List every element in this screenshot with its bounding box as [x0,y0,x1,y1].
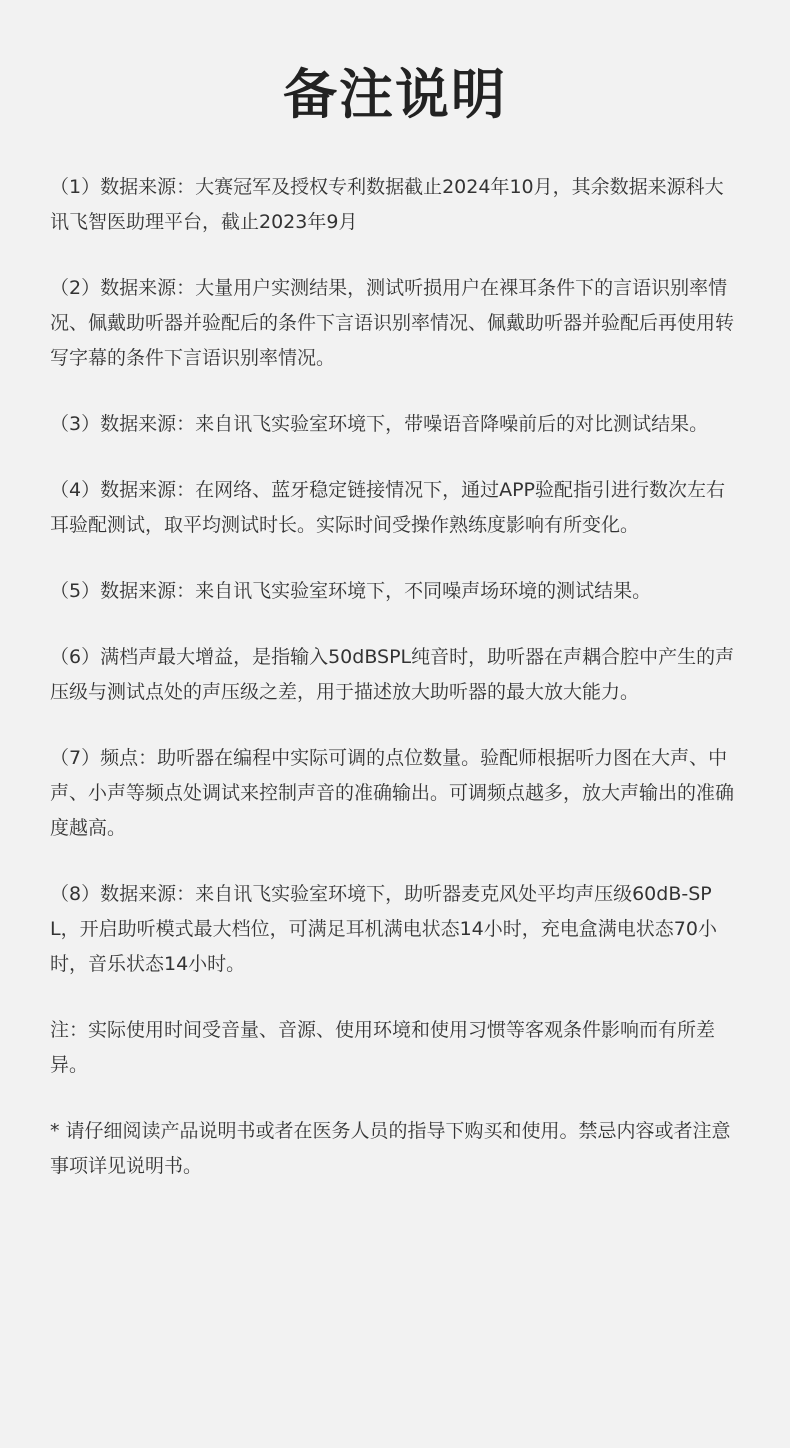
note-2: （2）数据来源：大量用户实测结果，测试听损用户在裸耳条件下的言语识别率情况、佩戴助听器并验配后的条件下言语识别率情况、佩戴助听器并验配后再使用转写字幕的条件下言语识别率情况。 [50,277,735,369]
note-3: （3）数据来源：来自讯飞实验室环境下，带噪语音降噪前后的对比测试结果。 [50,413,709,435]
product-advisory: * 请仔细阅读产品说明书或者在医务人员的指导下购买和使用。禁忌内容或者注意事项详见说明书。 [50,1120,731,1177]
note-4: （4）数据来源：在网络、蓝牙稳定链接情况下，通过APP验配指引进行数次左右耳验配测试，取平均测试时长。实际时间受操作熟练度影响有所变化。 [50,479,726,536]
note-8: （8）数据来源：来自讯飞实验室环境下，助听器麦克风处平均声压级60dB-SPL，开启助听模式最大档位，可满足耳机满电状态14小时，充电盒满电状态70小时，音乐状态14小时。 [50,883,717,975]
notes-list [50,170,740,1184]
page-title: 备注说明 [283,63,507,126]
note-6: （6）满档声最大增益，是指输入50dBSPL纯音时，助听器在声耦合腔中产生的声压级与测试点处的声压级之差，用于描述放大助听器的最大放大能力。 [50,646,735,703]
note-7: （7）频点：助听器在编程中实际可调的点位数量。验配师根据听力图在大声、中声、小声等频点处调试来控制声音的准确输出。可调频点越多，放大声输出的准确度越高。 [50,747,735,839]
note-5: （5）数据来源：来自讯飞实验室环境下，不同噪声场环境的测试结果。 [50,580,652,602]
usage-disclaimer: 注：实际使用时间受音量、音源、使用环境和使用习惯等客观条件影响而有所差异。 [50,1019,716,1076]
note-1: （1）数据来源：大赛冠军及授权专利数据截止2024年10月，其余数据来源科大讯飞智医助理平台，截止2023年9月 [50,176,724,233]
